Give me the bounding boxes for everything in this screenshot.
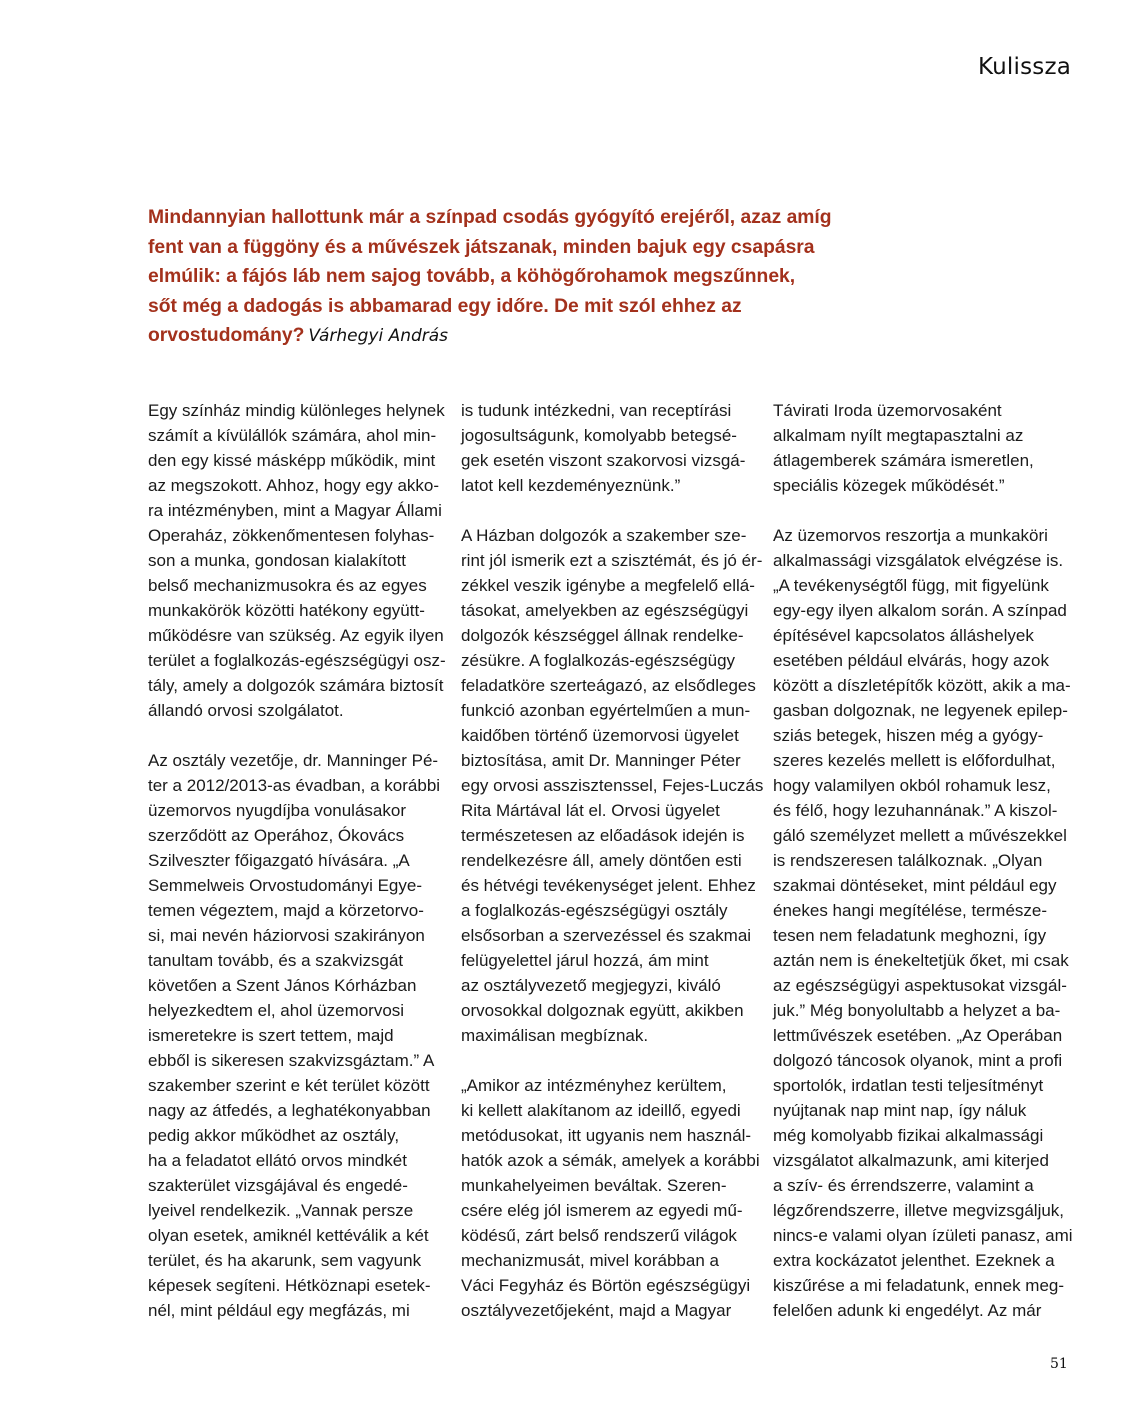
text-line: is rendszeresen találkoznak. „Olyan [773,851,1043,870]
text-line: szeres kezelés mellett is előfordulhat, [773,751,1056,770]
lead-line [148,262,868,292]
text-line: kiszűrése a mi feladatunk, ennek meg- [773,1276,1065,1295]
text-line: Semmelweis Orvostudományi Egye- [148,876,422,895]
text-line: esetében például elvárás, hogy azok [773,651,1049,670]
text-line: lyeivel rendelkezik. „Vannak persze [148,1201,414,1220]
text-line: maximálisan megbíznak. [461,1026,649,1045]
text-line: rint jól ismerik ezt a szisztémát, és jó ér- [461,551,763,570]
text-line: pedig akkor működhet az osztály, [148,1126,400,1145]
text-line: rendelkezésre áll, amely döntően esti [461,851,742,870]
text-line: és hétvégi tevékenységet jelent. Ehhez [461,876,756,895]
text-line: is tudunk intézkedni, van receptírási [461,401,732,420]
page-number: 51 [1050,1356,1068,1372]
text-line: speciális közegek működését.” [773,476,1005,495]
lead-line-text: elmúlik: a fájós láb nem sajog tovább, a köhögőrohamok megszűnnek, [148,266,796,287]
text-line: helyezkedtem el, ahol üzemorvosi [148,1001,405,1020]
text-line: Váci Fegyház és Börtön egészségügyi [461,1276,751,1295]
text-line: Operaház, zökkenőmentesen folyhas- [148,526,435,545]
text-line: szerződött az Operához, Ókovács [148,826,405,845]
text-line: ködésű, zárt belső rendszerű világok [461,1226,737,1245]
text-line: átlagemberek számára ismeretlen, [773,451,1034,470]
text-line: között a díszletépítők között, akik a ma- [773,676,1071,695]
text-line: csére elég jól ismerem az egyedi mű- [461,1201,743,1220]
text-line: Rita Mártával lát el. Orvosi ügyelet [461,801,720,820]
text-line: képesek segíteni. Hétköznapi esetek- [148,1276,431,1295]
text-line: követően a Szent János Kórházban [148,976,417,995]
text-line: son a munka, gondosan kialakított [148,551,406,570]
text-line: ismeretekre is szert tettem, majd [148,1026,394,1045]
text-line: si, mai nevén háziorvosi szakirányon [148,926,425,945]
text-line: szakmai döntéseket, mint például egy [773,876,1057,895]
paragraph [461,1073,766,1323]
text-line: zékkel veszik igénybe a megfelelő ellá- [461,576,755,595]
paragraph [148,748,453,1323]
text-line: ki kellett alakítanom az ideillő, egyedi [461,1101,741,1120]
text-line: működésre van szükség. Az egyik ilyen [148,626,444,645]
text-line: az megszokott. Ahhoz, hogy egy akko- [148,476,440,495]
text-line: gasban dolgoznak, ne legyenek epilep- [773,701,1068,720]
text-line: egy orvosi asszisztenssel, Fejes-Luczás [461,776,764,795]
lead-line-text: Mindannyian hallottunk már a színpad csodás gyógyító erejéről, azaz amíg [148,207,832,228]
text-line: gek esetén viszont szakorvosi vizsgá- [461,451,746,470]
lead-line [148,321,868,352]
text-line: orvosokkal dolgoznak együtt, akikben [461,1001,744,1020]
text-line: vizsgálatot alkalmazunk, ami kiterjed [773,1151,1049,1170]
text-line: hatók azok a sémák, amelyek a korábbi [461,1151,760,1170]
text-line: tesen nem feladatunk meghozni, így [773,926,1047,945]
text-line: funkció azonban egyértelműen a mun- [461,701,751,720]
text-line: „A tevékenységtől függ, mit figyelünk [773,576,1049,595]
paragraph [773,523,1078,1323]
text-line: énekes hangi megítélése, természe- [773,901,1048,920]
text-line: Egy színház mindig különleges helynek [148,401,445,420]
text-line: még komolyabb fizikai alkalmassági [773,1126,1044,1145]
text-line: belső mechanizmusokra és az egyes [148,576,427,595]
text-line: den egy kissé másképp működik, mint [148,451,436,470]
lead-line-text: sőt még a dadogás is abbamarad egy időre. De mit szól ehhez az [148,295,742,317]
text-line: ha a feladatot ellátó orvos mindkét [148,1151,407,1170]
text-line: latot kell kezdeményeznünk.” [461,476,681,495]
paragraph [773,398,1078,498]
lead-line [148,233,868,263]
article-column-1 [148,398,453,1348]
text-line: egy-egy ilyen alkalom során. A színpad [773,601,1067,620]
text-line: ebből is sikeresen szakvizsgáztam.” A [148,1051,435,1070]
text-line: metódusokat, itt ugyanis nem használ- [461,1126,752,1145]
text-line: hogy valamilyen okból rohamuk lesz, [773,776,1051,795]
text-line: építésével kapcsolatos álláshelyek [773,626,1034,645]
text-line: A Házban dolgozók a szakember sze- [461,526,747,545]
text-line: mechanizmusát, mivel korábban a [461,1251,719,1270]
text-line: alkalmam nyílt megtapasztalni az [773,426,1024,445]
paragraph [461,398,766,498]
article-column-3 [773,398,1078,1348]
text-line: és félő, hogy lezuhannának.” A kiszol- [773,801,1058,820]
section-title: Kulissza [978,54,1072,80]
text-line: dolgozó táncosok olyanok, mint a profi [773,1051,1063,1070]
text-line: Az osztály vezetője, dr. Manninger Pé- [148,751,439,770]
paragraph [148,398,453,723]
text-line: aztán nem is énekeltetjük őket, mi csak [773,951,1069,970]
text-line: sportolók, irdatlan testi teljesítményt [773,1076,1044,1095]
text-line: állandó orvosi szolgálatot. [148,701,344,720]
text-line: kaidőben történő üzemorvosi ügyelet [461,726,739,745]
text-line: szakterület vizsgájával és engedé- [148,1176,408,1195]
text-line: felügyelettel járul hozzá, ám mint [461,951,709,970]
lead-line-text: orvostudomány? [148,325,305,346]
text-line: juk.” Még bonyolultabb a helyzet a ba- [773,1001,1061,1020]
text-line: az osztályvezető megjegyzi, kiváló [461,976,721,995]
text-line: tály, amely a dolgozók számára biztosít [148,676,444,695]
text-line: terület a foglalkozás-egészségügyi osz- [148,651,446,670]
text-line: sziás betegek, hiszen még a gyógy- [773,726,1044,745]
text-line: nél, mint például egy megfázás, mi [148,1301,410,1320]
article-column-2 [461,398,766,1348]
text-line: tásokat, amelyekben az egészségügyi [461,601,749,620]
author-name: Várhegyi András [308,326,449,346]
lead-line [148,203,868,233]
text-line: jogosultságunk, komolyabb betegsé- [461,426,737,445]
text-line: számít a kívülállók számára, ahol min- [148,426,437,445]
text-line: „Amikor az intézményhez kerültem, [461,1076,727,1095]
text-line: nyújtanak nap mint nap, így náluk [773,1101,1027,1120]
lead-line [148,292,868,322]
text-line: terület, és ha akarunk, sem vagyunk [148,1251,422,1270]
lead-line-text: fent van a függöny és a művészek játszanak, minden bajuk egy csapásra [148,236,815,258]
text-line: biztosítása, amit Dr. Manninger Péter [461,751,741,770]
text-line: olyan esetek, amiknél kettéválik a két [148,1226,429,1245]
text-line: osztályvezetőjeként, majd a Magyar [461,1301,732,1320]
text-line: üzemorvos nyugdíjba vonulásakor [148,801,406,820]
text-line: gáló személyzet mellett a művészekkel [773,826,1067,845]
text-line: munkakörök közötti hatékony együtt- [148,601,425,620]
text-line: légzőrendszerre, illetve megvizsgáljuk, [773,1201,1065,1220]
text-line: a szív- és érrendszerre, valamint a [773,1176,1034,1195]
text-line: ter a 2012/2013-as évadban, a korábbi [148,776,441,795]
text-line: temen végeztem, majd a körzetorvo- [148,901,424,920]
text-line: elsősorban a szervezéssel és szakmai [461,926,752,945]
text-line: lettművészek esetében. „Az Operában [773,1026,1063,1045]
text-line: alkalmassági vizsgálatok elvégzése is. [773,551,1064,570]
lead-paragraph [148,203,868,352]
text-line: nagy az átfedés, a leghatékonyabban [148,1101,431,1120]
text-line: tanultam tovább, és a szakvizsgát [148,951,404,970]
text-line: szakember szerint e két terület között [148,1076,430,1095]
text-line: Távirati Iroda üzemorvosaként [773,401,1002,420]
text-line: zésükre. A foglalkozás-egészségügy [461,651,736,670]
text-line: extra kockázatot jelenthet. Ezeknek a [773,1251,1055,1270]
text-line: ra intézményben, mint a Magyar Állami [148,501,442,520]
text-line: a foglalkozás-egészségügyi osztály [461,901,728,920]
text-line: feladatköre szerteágazó, az elsődleges [461,676,756,695]
text-line: természetesen az előadások idején is [461,826,745,845]
text-line: Szilveszter főigazgató hívására. „A [148,851,410,870]
text-line: nincs-e valami olyan ízületi panasz, ami [773,1226,1073,1245]
text-line: Az üzemorvos reszortja a munkaköri [773,526,1048,545]
text-line: munkahelyeimen beváltak. Szeren- [461,1176,727,1195]
text-line: az egészségügyi aspektusokat vizsgál- [773,976,1067,995]
paragraph [461,523,766,1048]
text-line: dolgozók készséggel állnak rendelke- [461,626,744,645]
text-line: felelően adunk ki engedélyt. Az már [773,1301,1042,1320]
